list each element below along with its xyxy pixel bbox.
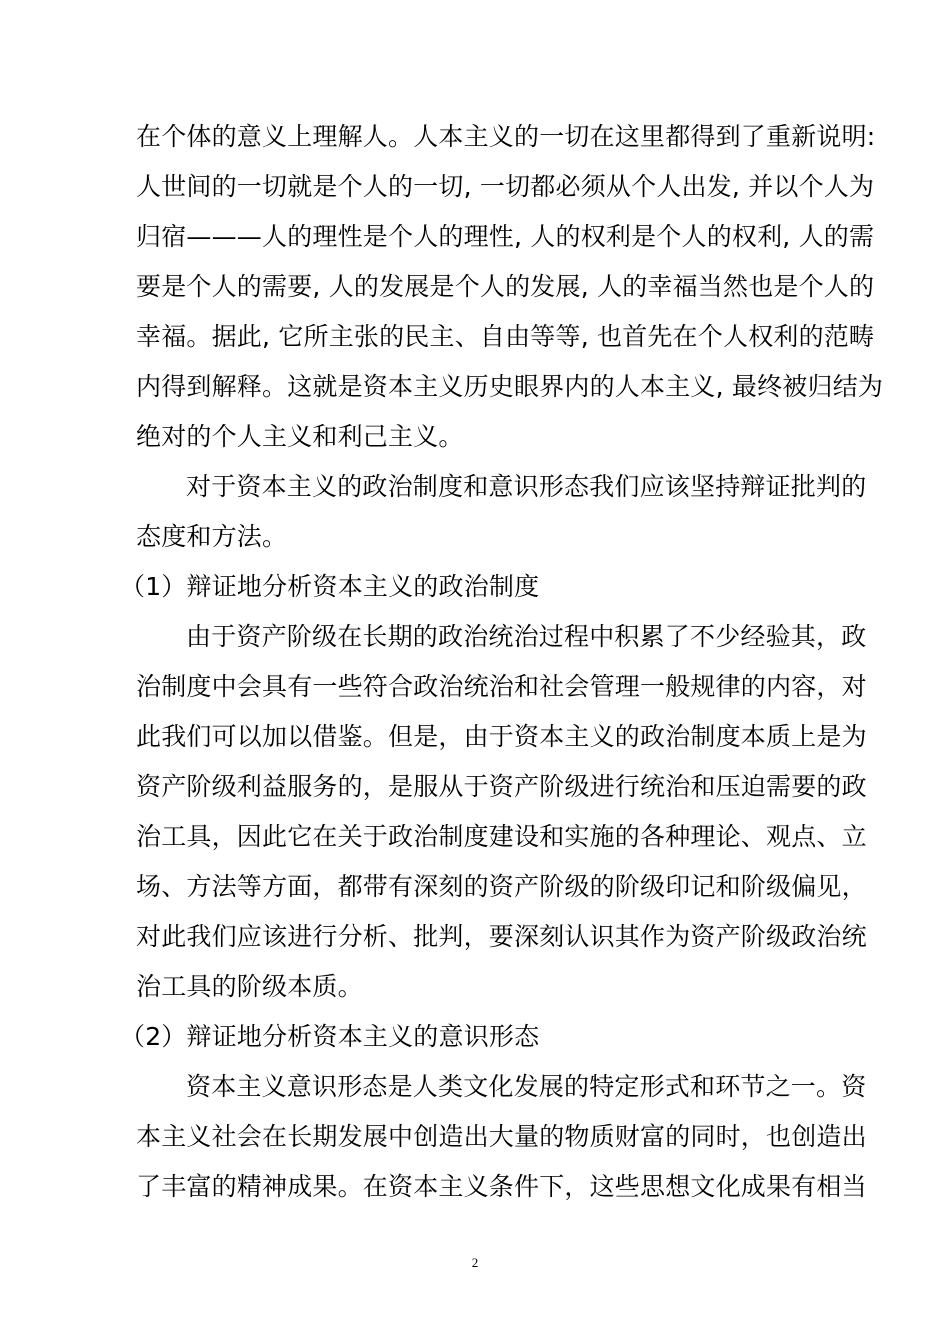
section-heading-1: （1）辩证地分析资本主义的政治制度 <box>120 572 540 601</box>
text-line: 绝对的个人主义和利己主义。 <box>136 422 464 451</box>
text-line: 治工具，因此它在关于政治制度建设和实施的各种理论、观点、立 <box>136 822 867 851</box>
text-line: 了丰富的精神成果。在资本主义条件下，这些思想文化成果有相当 <box>136 1172 867 1201</box>
text-line: 场、方法等方面，都带有深刻的资产阶级的阶级印记和阶级偏见， <box>136 872 867 901</box>
section-heading-2: （2）辩证地分析资本主义的意识形态 <box>120 1022 540 1051</box>
text-line: 要是个人的需要, 人的发展是个人的发展, 人的幸福当然也是个人的 <box>136 272 875 301</box>
text-line: 此我们可以加以借鉴。但是，由于资本主义的政治制度本质上是为 <box>136 722 867 751</box>
text-line: 人世间的一切就是个人的一切, 一切都必须从个人出发, 并以个人为 <box>136 172 875 201</box>
text-line: 资产阶级利益服务的，是服从于资产阶级进行统治和压迫需要的政 <box>136 772 867 801</box>
text-line: 幸福。据此, 它所主张的民主、自由等等, 也首先在个人权利的范畴 <box>136 322 875 351</box>
paragraph-first-line: 由于资产阶级在长期的政治统治过程中积累了不少经验其，政 <box>186 622 867 651</box>
text-line: 内得到解释。这就是资本主义历史眼界内的人本主义, 最终被归结为 <box>136 372 884 401</box>
paragraph-first-line: 对于资本主义的政治制度和意识形态我们应该坚持辩证批判的 <box>186 472 867 501</box>
page-number: 2 <box>471 1255 479 1270</box>
paragraph-first-line: 资本主义意识形态是人类文化发展的特定形式和环节之一。资 <box>186 1072 867 1101</box>
text-line: 归宿———人的理性是个人的理性, 人的权利是个人的权利, 人的需 <box>136 222 875 251</box>
text-line: 本主义社会在长期发展中创造出大量的物质财富的同时，也创造出 <box>136 1122 867 1151</box>
text-line: 态度和方法。 <box>136 522 288 551</box>
body-text <box>120 112 884 1212</box>
text-line: 治制度中会具有一些符合政治统治和社会管理一般规律的内容，对 <box>136 672 867 701</box>
text-line: 在个体的意义上理解人。人本主义的一切在这里都得到了重新说明: <box>136 122 876 151</box>
text-line: 治工具的阶级本质。 <box>136 972 363 1001</box>
text-line: 对此我们应该进行分析、批判，要深刻认识其作为资产阶级政治统 <box>136 922 867 951</box>
